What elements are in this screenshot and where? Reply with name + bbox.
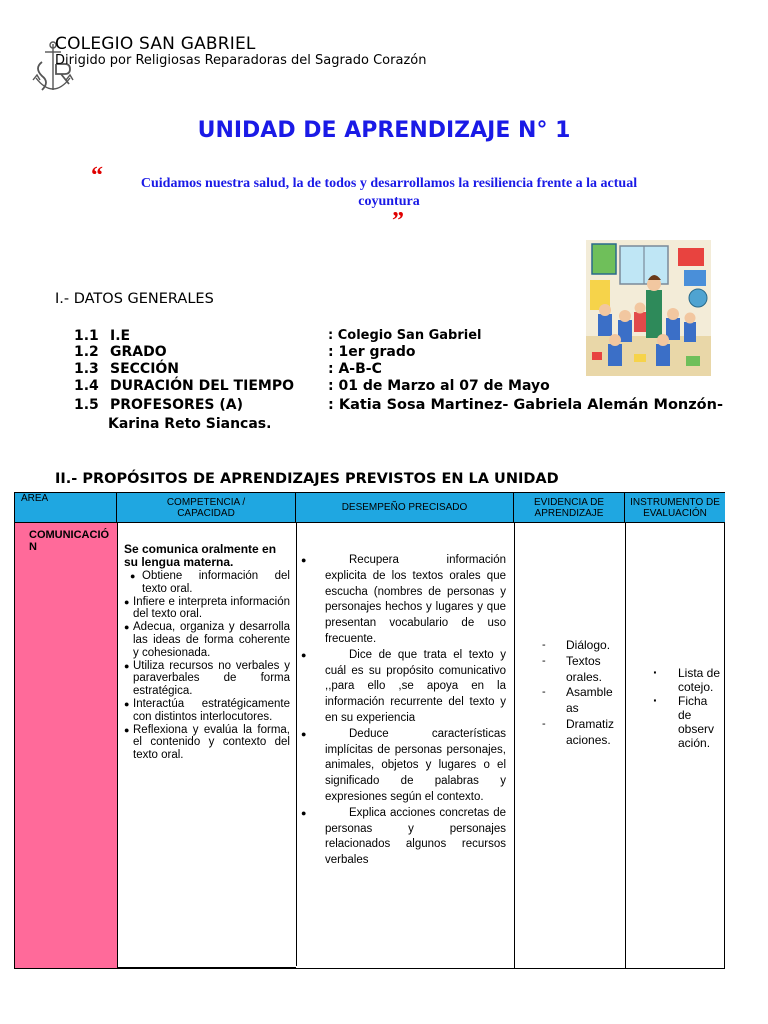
datos-row-number: 1.3 bbox=[74, 361, 99, 377]
profesores-continuation: Karina Reto Siancas. bbox=[108, 416, 272, 432]
quote-open: “ bbox=[91, 163, 103, 189]
header-evidencia: EVIDENCIA DE APRENDIZAJE bbox=[514, 493, 625, 522]
desempenos-list bbox=[325, 553, 506, 869]
motto-line-2: coyuntura bbox=[358, 194, 420, 209]
competencia-cell bbox=[124, 543, 290, 762]
header-instrumento: INSTRUMENTO DE EVALUACIÓN bbox=[625, 493, 725, 522]
header-competencia: COMPETENCIA / CAPACIDAD bbox=[117, 493, 296, 522]
datos-row-value: : A-B-C bbox=[328, 361, 382, 377]
instrumento-item: · Ficha de observ ación. bbox=[651, 694, 723, 750]
propositos-table bbox=[14, 492, 725, 969]
school-subtitle: Dirigido por Religiosas Reparadoras del Sagrado Corazón bbox=[55, 53, 427, 68]
header-desempeno: DESEMPEÑO PRECISADO bbox=[296, 493, 514, 522]
evidencia-item: - Asamble as bbox=[539, 685, 619, 717]
column-divider bbox=[514, 522, 515, 968]
evidencia-item: - Diálogo. bbox=[539, 638, 619, 654]
unit-title: UNIDAD DE APRENDIZAJE N° 1 bbox=[197, 118, 571, 143]
desempeno-item: ● Dice de que trata el texto y cuál es su propósito comunicativo ,,para ello ,se apoya en la información recurrente del texto y en su experiencia bbox=[325, 648, 506, 727]
capacidades-list bbox=[124, 570, 290, 762]
column-divider bbox=[296, 522, 297, 966]
capacidad-item: ● Utiliza recursos no verbales y paraverbales de forma estratégica. bbox=[124, 660, 290, 698]
desempeno-item: ● Recupera información explicita de los textos orales que escucha (nombres de personas y personajes hechos y lugares y que presentan vocabulario de uso frecuente. bbox=[325, 553, 506, 648]
classroom-illustration bbox=[586, 240, 711, 376]
capacidad-item: ● Obtiene información del texto oral. bbox=[124, 570, 290, 596]
header-divider bbox=[15, 522, 724, 523]
datos-row-value: : Colegio San Gabriel bbox=[328, 328, 482, 343]
desempeno-item: ● Explica acciones concretas de personas y personajes relacionados algunos recursos verbales bbox=[325, 806, 506, 869]
capacidad-item: ● Infiere e interpreta información del texto oral. bbox=[124, 596, 290, 622]
capacidad-item: ● Reflexiona y evalúa la forma, el contenido y contexto del texto oral. bbox=[124, 724, 290, 762]
evidencias-list bbox=[539, 638, 619, 749]
school-name: COLEGIO SAN GABRIEL bbox=[55, 34, 256, 54]
datos-row-value: : 1er grado bbox=[328, 344, 416, 360]
column-divider bbox=[625, 522, 626, 968]
datos-generales-title: I.- DATOS GENERALES bbox=[55, 291, 214, 307]
datos-row-label: GRADO bbox=[110, 344, 167, 360]
instrumento-item: · Lista de cotejo. bbox=[651, 666, 723, 694]
unit-motto bbox=[100, 175, 678, 211]
datos-row-label: DURACIÓN DEL TIEMPO bbox=[110, 378, 294, 394]
datos-row-label: I.E bbox=[110, 328, 131, 344]
header-area: ÁREA bbox=[15, 493, 117, 522]
competencia-title: Se comunica oralmente en su lengua materna. bbox=[124, 542, 277, 569]
quote-close: ” bbox=[392, 208, 404, 234]
capacidad-item: ● Interactúa estratégicamente con distintos interlocutores. bbox=[124, 698, 290, 724]
area-cell bbox=[15, 523, 117, 968]
datos-row-label: SECCIÓN bbox=[110, 361, 180, 377]
datos-row-number: 1.5 bbox=[74, 397, 99, 413]
datos-row-number: 1.1 bbox=[74, 328, 99, 344]
desempeno-item: ● Deduce características implícitas de personas personajes, animales, objetos y lugares o el significado de palabras y expresiones según el contexto. bbox=[325, 727, 506, 806]
competencia-bottom-border bbox=[117, 967, 296, 968]
motto-line-1: Cuidamos nuestra salud, la de todos y desarrollamos la resiliencia frente a la actual bbox=[140, 176, 638, 191]
datos-row-number: 1.4 bbox=[74, 378, 99, 394]
datos-row-number: 1.2 bbox=[74, 344, 99, 360]
datos-row-label: PROFESORES (A) bbox=[110, 397, 243, 413]
evidencia-item: - Textos orales. bbox=[539, 654, 619, 686]
capacidad-item: ● Adecua, organiza y desarrolla las ideas de forma coherente y cohesionada. bbox=[124, 621, 290, 659]
column-divider bbox=[117, 522, 118, 968]
propositos-title: II.- PROPÓSITOS DE APRENDIZAJES PREVISTOS EN LA UNIDAD bbox=[55, 471, 559, 487]
datos-row-value: : Katia Sosa Martinez- Gabriela Alemán Monzón- bbox=[328, 397, 723, 413]
evidencia-item: - Dramatiz aciones. bbox=[539, 717, 619, 749]
instrumentos-list bbox=[651, 666, 723, 750]
area-name: COMUNICACIÓN bbox=[29, 529, 110, 553]
datos-row-value: : 01 de Marzo al 07 de Mayo bbox=[328, 378, 550, 394]
